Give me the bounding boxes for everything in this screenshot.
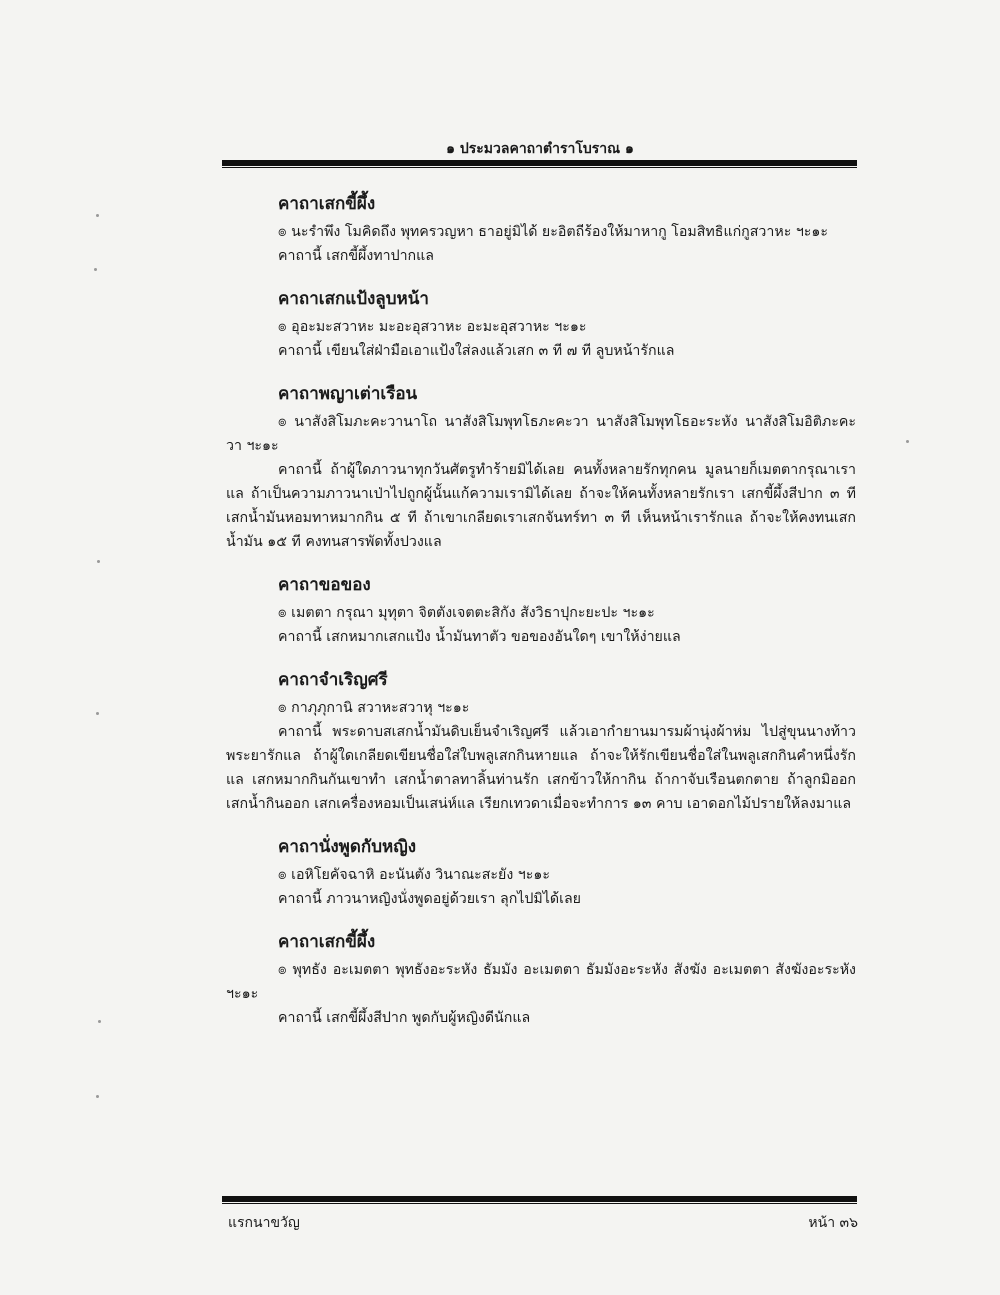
section-title: คาถาขอของ <box>278 575 371 595</box>
section <box>226 380 856 554</box>
scan-speck <box>94 268 97 271</box>
instruction-line: คาถานี้ เขียนใส่ฝ่ามือเอาแป้งใส่ลงแล้วเสก ๓ ที ๗ ที ลูบหน้ารักแล <box>278 343 675 359</box>
running-header: ๑ ประมวลคาถาตำราโบราณ ๑ <box>446 141 634 157</box>
incantation-line: ๏ กาภุภุกานิ สวาหะสวาหุ ฯะ๑ะ <box>278 700 470 716</box>
scan-speck <box>906 440 909 443</box>
instruction-line: คาถานี้ เสกขี้ผึ้งทาปากแล <box>278 248 434 264</box>
scan-speck <box>98 1020 101 1023</box>
footer-rule <box>222 1196 857 1202</box>
section-title: คาถาจำเริญศรี <box>278 670 388 690</box>
incantation-line: ๏ เอหิโยคัจฉาหิ อะนันตัง วินาณะสะยัง ฯะ๑ะ <box>278 867 550 883</box>
scan-speck <box>96 214 99 217</box>
section <box>226 666 856 816</box>
section-title: คาถาเสกแป้งลูบหน้า <box>278 289 429 309</box>
section <box>226 190 856 268</box>
section-title: คาถาพญาเต่าเรือน <box>278 384 418 404</box>
incantation-line: ๏ อุอะมะสวาหะ มะอะอุสวาหะ อะมะอุสวาหะ ฯะ๑ะ <box>278 319 587 335</box>
instruction-line: คาถานี้ เสกขี้ผึ้งสีปาก พูดกับผู้หญิงดีนักแล <box>278 1010 531 1026</box>
section <box>226 285 856 363</box>
section <box>226 928 856 1030</box>
incantation-paragraph: ๏ นาสังสิโมภะคะวานาโถ นาสังสิโมพุทโธภะคะวา นาสังสิโมพุทโธอะระหัง นาสังสิโมอิติภะคะวา ฯะ๑ะ <box>226 414 856 454</box>
instruction-paragraph: คาถานี้ ถ้าผู้ใดภาวนาทุกวันศัตรูทำร้ายมิได้เลย คนทั้งหลายรักทุกคน มูลนายก็เมตตากรุณาเราแล ถ้าเป็นความภาวนาเป่าไปถูกผู้นั้นแก้ความเรามิได้เลย ถ้าจะให้คนทั้งหลายรักเรา เสกขี้ผึ้งสีปาก ๓ ที เสกน้ำมันหอมทาหมากกิน ๕ ที ถ้าเขาเกลียดเราเสกจันทร์ทา ๓ ที เห็นหน้าเรารักแล ถ้าจะให้คงทนเสกน้ำมัน ๑๕ ที คงทนสารพัดทั้งปวงแล <box>226 462 856 550</box>
scan-speck <box>96 1095 99 1098</box>
instruction-paragraph: คาถานี้ พระดาบสเสกน้ำมันดิบเย็นจำเริญศรี แล้วเอากำยานมารมผ้านุ่งผ้าห่ม ไปสู่ขุนนางท้าวพระยารักแล ถ้าผู้ใดเกลียดเขียนชื่อใส่ใบพลูเสกกินหายแล ถ้าจะให้รักเขียนชื่อใส่ในพลูเสกกินคำหนึ่งรักแล เสกหมากกินกันเขาทำ เสกน้ำตาลทาลิ้นท่านรัก เสกข้าวให้กากิน ถ้ากาจับเรือนตกตาย ถ้าลูกมิออก เสกน้ำกินออก เสกเครื่องหอมเป็นเสน่ห์แล เรียกเทวดาเมื่อจะทำการ ๑๓ คาบ เอาดอกไม้ปรายให้ลงมาแล <box>226 724 856 812</box>
section <box>226 571 856 649</box>
scan-speck <box>97 560 100 563</box>
incantation-line: ๏ เมตตา กรุณา มุทุตา จิตตังเจตตะสิกัง สังวิธาปุกะยะปะ ฯะ๑ะ <box>278 605 655 621</box>
header-rule <box>222 160 857 166</box>
scan-speck <box>96 712 99 715</box>
instruction-line: คาถานี้ เสกหมากเสกแป้ง น้ำมันทาตัว ขอของอันใดๆ เขาให้ง่ายแล <box>278 629 681 645</box>
page-content <box>226 190 856 1047</box>
incantation-line: ๏ นะรำพึง โมคิดถึง พุทครวญหา ธาอยู่มิได้ ยะอิตถีร้องให้มาหากู โอมสิทธิแก่กูสวาหะ ฯะ๑ะ <box>278 224 829 240</box>
section <box>226 833 856 911</box>
section-title: คาถาเสกขี้ผึ้ง <box>278 194 376 214</box>
section-title: คาถาเสกขี้ผึ้ง <box>278 932 376 952</box>
page-number: หน้า ๓๖ <box>808 1215 858 1231</box>
section-title: คาถานั่งพูดกับหญิง <box>278 837 417 857</box>
incantation-paragraph: ๏ พุทธัง อะเมตตา พุทธังอะระหัง ธัมมัง อะเมตตา ธัมมังอะระหัง สังฆัง อะเมตตา สังฆังอะระหัง ฯะ๑ะ <box>226 962 856 1002</box>
footer-book-title: แรกนาขวัญ <box>228 1215 300 1231</box>
instruction-line: คาถานี้ ภาวนาหญิงนั่งพูดอยู่ด้วยเรา ลุกไปมิได้เลย <box>278 891 581 907</box>
